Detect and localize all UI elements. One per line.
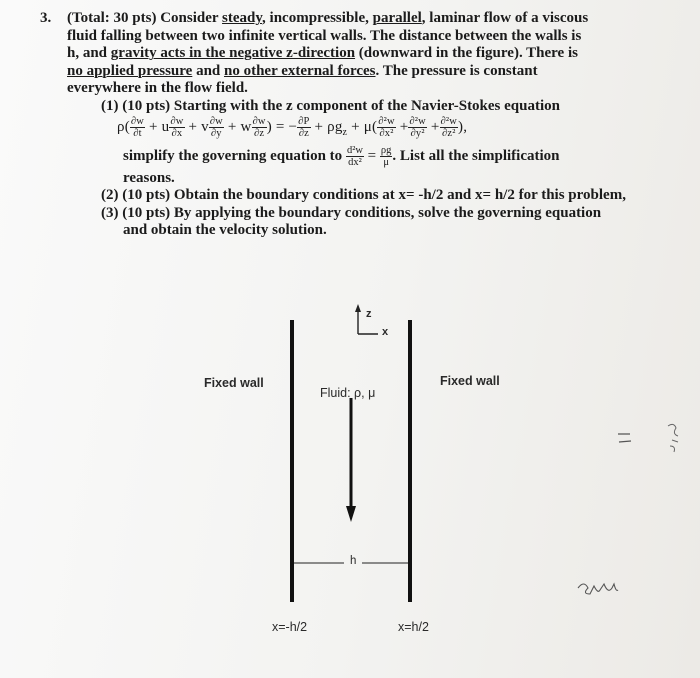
part-1-prompt: (1) (10 pts) Starting with the z component of the Navier-Stokes equation [101,97,560,114]
fraction-dp-dz [297,116,310,139]
intro-text-3: , laminar flow of a viscous [421,10,589,26]
pencil-scribble-mark [668,424,678,452]
plus-sign: + [399,118,409,135]
fraction-dw-dt [130,116,145,139]
fluid-label: Fluid: ρ, μ [320,386,376,400]
left-wall-label: Fixed wall [204,376,264,390]
fraction-dw-dx [169,116,184,139]
numerator: ∂P [298,115,310,127]
equation-comma: , [463,118,468,135]
denominator: ∂z [254,127,265,139]
fraction-dw-dz [252,116,267,139]
plus-w: + w [227,118,252,135]
gravity-subscript: z [342,126,348,138]
fraction-d2w-dy2 [408,116,427,139]
plus-mu: + μ [351,118,372,135]
part-3-prompt: (3) (10 pts) By applying the boundary conditions, solve the governing equation [101,204,602,221]
right-wall-label: Fixed wall [440,374,500,388]
problem-line-2: fluid falling between two infinite vertical walls. The distance between the walls is [67,27,582,44]
z-axis-arrowhead [355,304,361,312]
denominator: μ [383,156,389,168]
denominator: dx² [348,156,362,168]
paren-close-2: ) [458,118,464,135]
underlined-gravity: gravity acts in the negative z-direction [110,45,356,62]
denominator: ∂x [171,127,183,139]
denominator: ∂y² [410,127,425,139]
fraction-d2w-dz2 [440,116,459,139]
paren-open: ( [124,118,130,135]
denominator: ∂t [133,127,142,139]
right-position-label: x=h/2 [398,620,429,634]
part-3-prompt-cont: and obtain the velocity solution. [123,222,327,239]
line3-text-2: (downward in the figure). There is [355,45,578,62]
reasons-line: reasons. [123,169,175,186]
numerator: ∂w [130,115,145,127]
problem-line-5: everywhere in the flow field. [67,80,248,97]
numerator: d²w [346,144,363,156]
problem-body [67,10,650,240]
pencil-handwriting-mark [578,584,618,594]
diagram-drawing [0,290,700,678]
plus-v: + v [188,118,209,135]
intro-text-2: , incompressible, [262,10,373,26]
rho-symbol: ρ [117,118,125,135]
underlined-no-pressure: no applied pressure [67,62,193,79]
numerator: ρg [380,144,392,156]
denominator: ∂y [210,127,222,139]
flow-arrow-head [346,506,356,522]
equals-minus: = − [275,118,298,135]
problem-line-1 [67,10,650,28]
fraction-d2w-dx2-total [346,145,364,168]
numerator: ∂²w [378,115,395,127]
simplify-text: simplify the governing equation to [123,147,343,164]
numerator: ∂²w [409,115,426,127]
paren-close: ) [266,118,272,135]
problem-line-3 [67,45,650,63]
simplify-text-2: . List all the simplification [392,147,560,164]
intro-text: (Total: 30 pts) Consider [67,10,223,26]
plus-sign-2: + [430,118,440,135]
problem-3 [40,10,650,240]
fraction-dw-dy [209,116,224,139]
z-axis-label: z [366,308,372,320]
gravity-term: + ρg [314,118,343,135]
plus-u: + u [149,118,170,135]
pencil-equals-mark [618,434,631,442]
denominator: ∂z² [441,127,456,139]
numerator: ∂w [252,115,266,127]
numerator: ∂w [170,115,184,127]
navier-stokes-equation [117,116,650,144]
simplify-line [123,145,650,168]
left-position-label: x=-h/2 [272,620,308,634]
problem-line-4 [67,63,650,81]
numerator: ∂²w [440,115,458,127]
fraction-rhog-mu [380,145,393,168]
paren-open-2: ( [372,118,378,135]
underlined-steady: steady [222,10,263,26]
simplified-equals: = [367,147,377,164]
h-label: h [350,555,357,567]
denominator: ∂z [298,127,309,139]
numerator: ∂w [209,115,223,127]
line3-text: h, and [67,45,111,62]
flow-diagram [0,290,700,678]
x-axis-label: x [382,326,389,338]
line4-text-2: . The pressure is constant [375,62,538,79]
underlined-parallel: parallel [372,10,422,26]
part-2-prompt: (2) (10 pts) Obtain the boundary conditions at x= -h/2 and x= h/2 for this problem, [101,187,626,204]
problem-number: 3. [40,10,52,26]
line4-text: and [192,62,224,79]
fraction-d2w-dx2 [377,116,396,139]
denominator: ∂x² [379,127,394,139]
underlined-no-forces: no other external forces [224,62,376,79]
